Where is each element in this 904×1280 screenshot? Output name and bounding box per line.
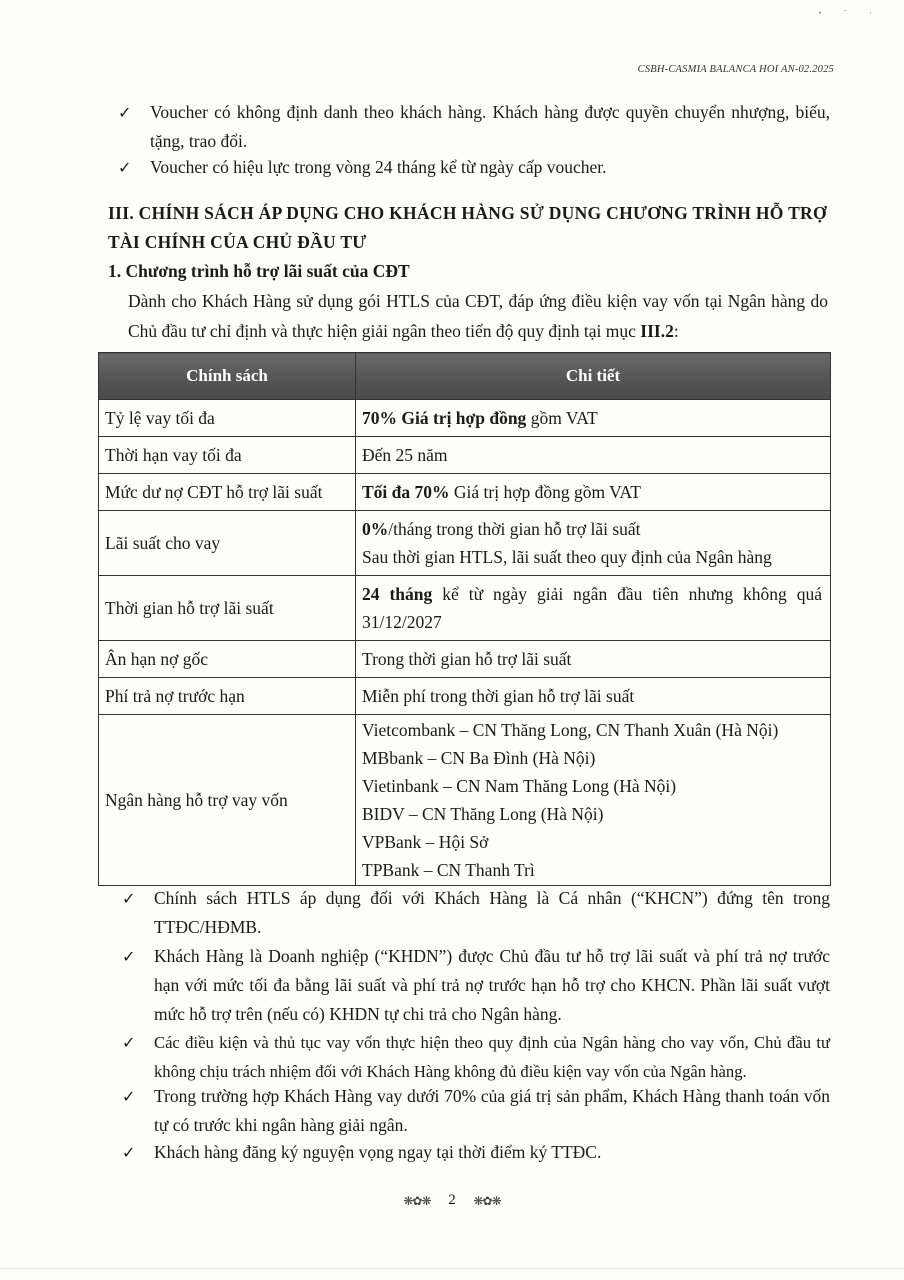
policy-cell: Ân hạn nợ gốc	[99, 641, 356, 678]
note-text: Trong trường hợp Khách Hàng vay dưới 70% của giá trị sản phẩm, Khách Hàng thanh toán vốn tự có trước khi ngân hàng giải ngân.	[154, 1086, 830, 1135]
bank-item: VPBank – Hội Sở	[362, 832, 489, 852]
header-detail: Chi tiết	[356, 353, 831, 400]
policy-table	[98, 352, 831, 886]
voucher-item	[118, 98, 830, 156]
table-row-banks	[99, 715, 831, 886]
ornament-left-icon: ❋✿❋	[403, 1193, 431, 1208]
voucher-item-text: Voucher có hiệu lực trong vòng 24 tháng kể từ ngày cấp voucher.	[150, 157, 607, 177]
checkmark-icon: ✓	[122, 1087, 136, 1106]
bank-item: TPBank – CN Thanh Trì	[362, 860, 535, 880]
table-row	[99, 511, 831, 576]
note-item	[122, 884, 830, 942]
detail-text: kể từ ngày giải ngân đầu tiên nhưng không quá 31/12/2027	[362, 584, 823, 632]
intro-reference: III.2	[640, 321, 674, 341]
note-text: Khách Hàng là Doanh nghiệp (“KHDN”) được Chủ đầu tư hỗ trợ lãi suất và phí trả nợ trước hạn với mức tối đa bằng lãi suất và phí trả nợ trước hạn hỗ trợ cho KHCN. Phần lãi suất vượt mức hỗ trợ trên (nếu có) KHDN tự chi trả cho Ngân hàng.	[154, 946, 830, 1024]
bank-item: MBbank – CN Ba Đình (Hà Nội)	[362, 748, 596, 768]
voucher-item	[118, 153, 830, 182]
policy-cell: Thời hạn vay tối đa	[99, 437, 356, 474]
intro-end: :	[673, 321, 679, 341]
checkmark-icon: ✓	[118, 103, 132, 122]
policy-cell: Mức dư nợ CĐT hỗ trợ lãi suất	[99, 474, 356, 511]
bank-list-cell	[356, 715, 831, 886]
checkmark-icon: ✓	[118, 158, 132, 177]
note-text: Chính sách HTLS áp dụng đối với Khách Hàng là Cá nhân (“KHCN”) đứng tên trong TTĐC/HĐMB.	[154, 888, 830, 937]
policy-cell: Phí trả nợ trước hạn	[99, 678, 356, 715]
table-row	[99, 641, 831, 678]
checkmark-icon: ✓	[122, 1033, 136, 1052]
table-row	[99, 576, 831, 641]
checkmark-icon: ✓	[122, 1143, 136, 1162]
detail-cell: Trong thời gian hỗ trợ lãi suất	[356, 641, 831, 678]
detail-bold: Tối đa 70%	[362, 482, 450, 502]
policy-cell: Thời gian hỗ trợ lãi suất	[99, 576, 356, 641]
voucher-item-text: Voucher có không định danh theo khách hàng. Khách hàng được quyền chuyển nhượng, biếu, tặng, trao đổi.	[150, 102, 830, 151]
table-row	[99, 400, 831, 437]
detail-cell	[356, 576, 831, 641]
section-title: III. CHÍNH SÁCH ÁP DỤNG CHO KHÁCH HÀNG SỬ DỤNG CHƯƠNG TRÌNH HỖ TRỢ TÀI CHÍNH CỦA CHỦ ĐẦU TƯ	[108, 203, 827, 252]
table-row	[99, 474, 831, 511]
intro-paragraph	[128, 286, 828, 346]
detail-text: gồm VAT	[526, 408, 598, 428]
page-footer	[0, 1192, 904, 1209]
scan-edge-line	[0, 1268, 904, 1269]
detail-cell	[356, 511, 831, 576]
corner-marks: • ˉ ‧	[818, 8, 882, 18]
note-item	[122, 942, 830, 1029]
note-text: Các điều kiện và thủ tục vay vốn thực hiện theo quy định của Ngân hàng cho vay vốn, Chủ đầu tư không chịu trách nhiệm đối với Khách Hàng không đủ điều kiện vay vốn của Ngân hàng.	[154, 1033, 830, 1081]
detail-cell	[356, 400, 831, 437]
note-text: Khách hàng đăng ký nguyện vọng ngay tại thời điểm ký TTĐC.	[154, 1142, 602, 1162]
header-policy: Chính sách	[99, 353, 356, 400]
detail-text-line2: Sau thời gian HTLS, lãi suất theo quy định của Ngân hàng	[362, 547, 772, 567]
policy-cell: Ngân hàng hỗ trợ vay vốn	[99, 715, 356, 886]
detail-cell: Miễn phí trong thời gian hỗ trợ lãi suất	[356, 678, 831, 715]
detail-cell: Đến 25 năm	[356, 437, 831, 474]
detail-text: Giá trị hợp đồng gồm VAT	[449, 482, 641, 502]
detail-bold: 24 tháng	[362, 584, 433, 604]
bank-item: Vietinbank – CN Nam Thăng Long (Hà Nội)	[362, 776, 677, 796]
note-item	[122, 1028, 830, 1086]
note-item	[122, 1138, 830, 1167]
document-code: CSBH-CASMIA BALANCA HOI AN-02.2025	[637, 64, 834, 75]
page-number: 2	[448, 1192, 456, 1209]
table-row	[99, 437, 831, 474]
checkmark-icon: ✓	[122, 947, 136, 966]
detail-bold: 0%	[362, 519, 389, 539]
subsection-title: 1. Chương trình hỗ trợ lãi suất của CĐT	[108, 261, 410, 281]
detail-cell	[356, 474, 831, 511]
bank-item: Vietcombank – CN Thăng Long, CN Thanh Xuân (Hà Nội)	[362, 720, 779, 740]
policy-cell: Lãi suất cho vay	[99, 511, 356, 576]
bank-item: BIDV – CN Thăng Long (Hà Nội)	[362, 804, 604, 824]
intro-text: Dành cho Khách Hàng sử dụng gói HTLS của CĐT, đáp ứng điều kiện vay vốn tại Ngân hàng do Chủ đầu tư chỉ định và thực hiện giải ngân theo tiến độ quy định tại mục	[128, 291, 828, 341]
detail-text: /tháng trong thời gian hỗ trợ lãi suất	[388, 519, 641, 539]
ornament-right-icon: ❋✿❋	[473, 1193, 501, 1208]
policy-cell: Tỷ lệ vay tối đa	[99, 400, 356, 437]
checkmark-icon: ✓	[122, 889, 136, 908]
table-header-row	[99, 353, 831, 400]
detail-bold: 70% Giá trị hợp đồng	[362, 408, 527, 428]
note-item	[122, 1082, 830, 1140]
table-row	[99, 678, 831, 715]
